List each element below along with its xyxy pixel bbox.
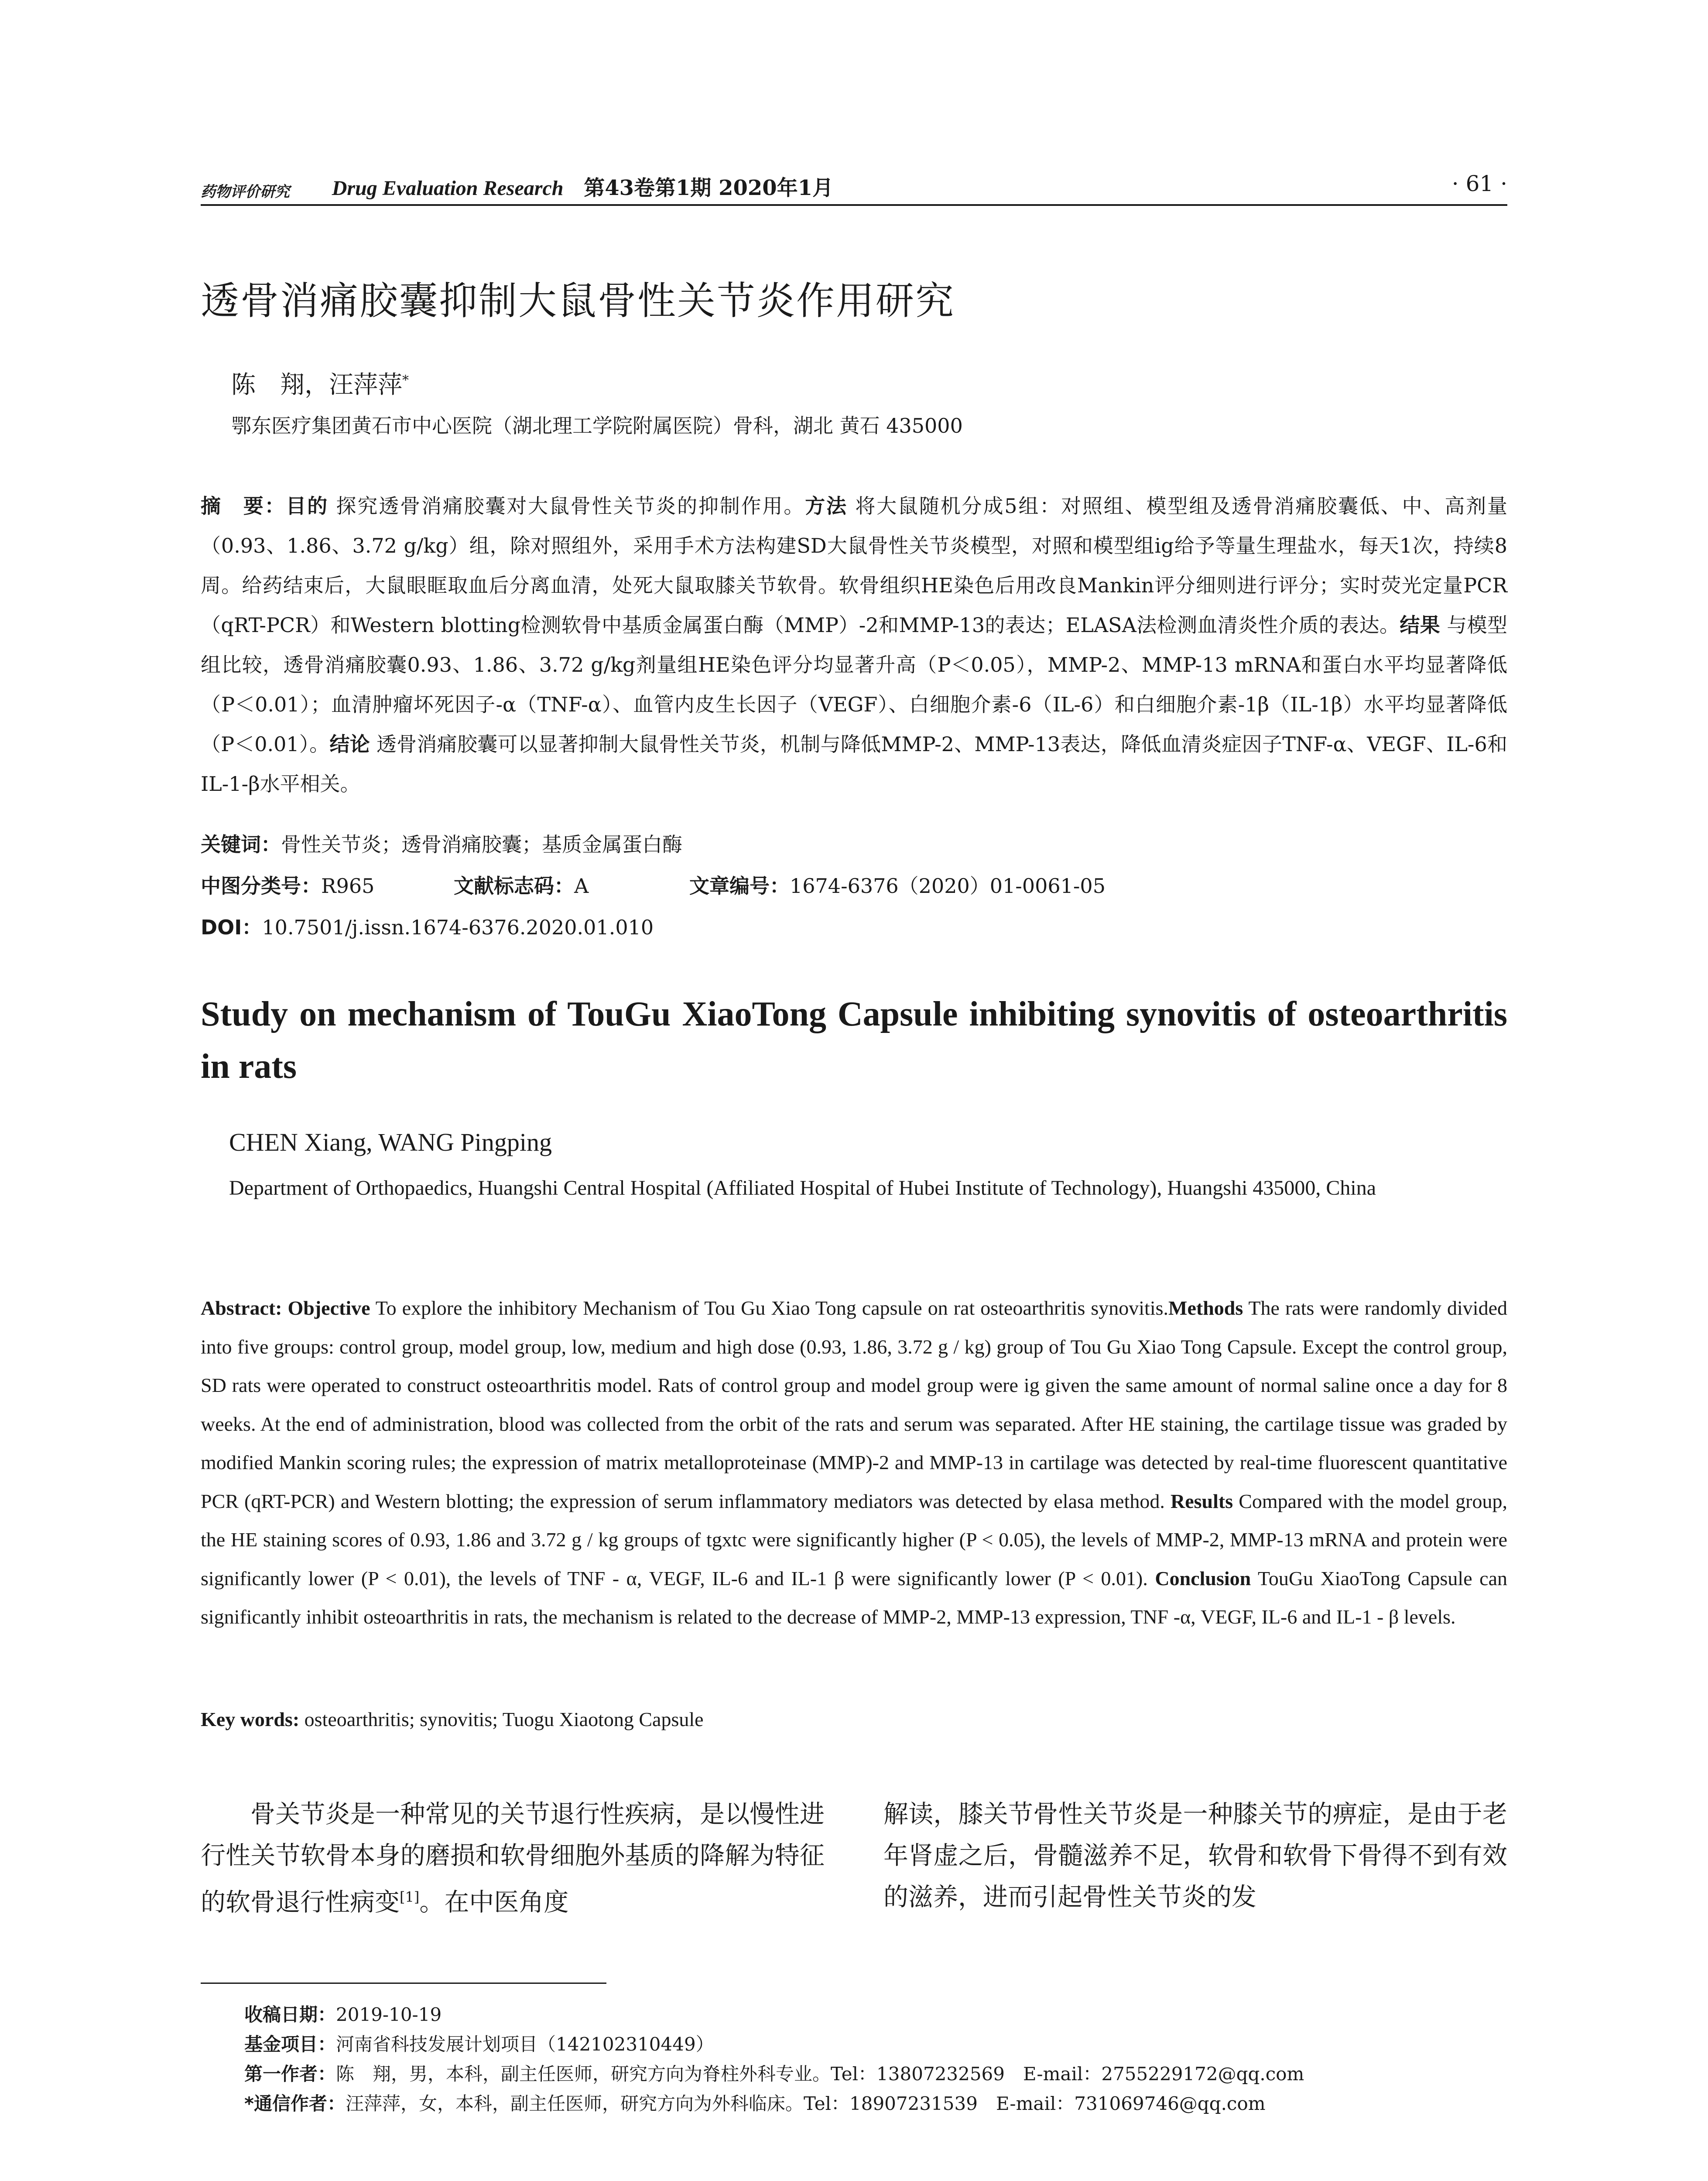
doi: DOI：10.7501/j.issn.1674-6376.2020.01.010 — [201, 916, 654, 939]
affiliation-cn: 鄂东医疗集团黄石市中心医院（湖北理工学院附属医院）骨科，湖北 黄石 435000 — [231, 414, 963, 438]
footnote-rule — [201, 1983, 606, 1984]
abstract-en: Abstract: Objective To explore the inhibitory Mechanism of Tou Gu Xiao Tong capsule on rat osteoarthritis synovitis.Methods The rats were randomly divided into five groups: control group, model group, low, medium and high dose (0.93, 1.86, 3.72 g / kg) group of Tou Gu Xiao Tong Capsule. Except the control group, SD rats were operated to construct osteoarthritis model. Rats of control group and model group were ig given the same amount of normal saline once a day for 8 weeks. At the end of administration, blood was collected from the orbit of the rats and serum was separated. After HE staining, the cartilage tissue was graded by modified Mankin scoring rules; the expression of matrix metalloproteinase (MMP)-2 and MMP-13 in cartilage was detected by real-time fluorescent quantitative PCR (qRT-PCR) and Western blotting; the expression of serum inflammatory mediators was detected by elasa method. Results Compared with the model group, the HE staining scores of 0.93, 1.86 and 3.72 g / kg groups of tgxtc were significantly higher (P < 0.05), the levels of MMP-2, MMP-13 mRNA and protein were significantly lower (P < 0.01), the levels of TNF - α, VEGF, IL-6 and IL-1 β were significantly lower (P < 0.01). Conclusion TouGu XiaoTong Capsule can significantly inhibit osteoarthritis in rats, the mechanism is related to the decrease of MMP-2, MMP-13 expression, TNF -α, VEGF, IL-6 and IL-1 - β levels. — [201, 1297, 1508, 1628]
keywords-en: Key words: osteoarthritis; synovitis; Tuogu Xiaotong Capsule — [201, 1708, 704, 1730]
authors-en: CHEN Xiang, WANG Pingping — [229, 1128, 552, 1156]
footnote-corresponding: *通信作者：汪萍萍，女，本科，副主任医师，研究方向为外科临床。Tel：18907231539 E-mail：731069746@qq.com — [244, 2093, 1266, 2114]
running-header — [201, 171, 1509, 201]
body-column-right: 解读，膝关节骨性关节炎是一种膝关节的痹症，是由于老年肾虚之后，骨髓滋养不足，软骨和软骨下骨得不到有效的滋养，进而引起骨性关节炎的发 — [883, 1800, 1507, 1911]
svg-text:药物评价研究: 药物评价研究 — [201, 183, 290, 200]
title-en: Study on mechanism of TouGu XiaoTong Capsule inhibiting synovitis of osteoarthritis in rats — [201, 995, 1507, 1086]
header-rule — [201, 204, 1507, 206]
authors-cn: 陈 翔，汪萍萍* — [231, 371, 409, 399]
footnotes — [244, 2000, 1509, 2119]
corresponding-mark: * — [402, 373, 409, 388]
footnote-received: 收稿日期：2019-10-19 — [244, 2004, 442, 2025]
journal-name: Drug Evaluation Research — [332, 177, 564, 200]
body-column-left: 骨关节炎是一种常见的关节退行性疾病，是以慢性进行性关节软骨本身的磨损和软骨细胞外基质的降解为特征的软骨退行性病变[1]。在中医角度 — [201, 1800, 825, 1917]
title-cn: 透骨消痛胶囊抑制大鼠骨性关节炎作用研究 — [201, 278, 955, 323]
page-number: · 61 · — [1451, 171, 1507, 196]
issue-info: 第43卷第1期 2020年1月 — [584, 176, 834, 200]
citation-ref[interactable]: [1] — [400, 1889, 420, 1905]
keywords-cn: 关键词：骨性关节炎；透骨消痛胶囊；基质金属蛋白酶 — [201, 833, 682, 856]
affiliation-en: Department of Orthopaedics, Huangshi Central Hospital (Affiliated Hospital of Hubei Institute of Technology), Huangshi 435000, China — [229, 1176, 1376, 1200]
abstract-cn: 摘 要：目的 探究透骨消痛胶囊对大鼠骨性关节炎的抑制作用。方法 将大鼠随机分成5组：对照组、模型组及透骨消痛胶囊低、中、高剂量（0.93、1.86、3.72 g/kg）组，除对照组外，采用手术方法构建SD大鼠骨性关节炎模型，对照和模型组ig给予等量生理盐水，每天1次，持续8周。给药结束后，大鼠眼眶取血后分离血清，处死大鼠取膝关节软骨。软骨组织HE染色后用改良Mankin评分细则进行评分；实时荧光定量PCR（qRT-PCR）和Western blotting检测软骨中基质金属蛋白酶（MMP）-2和MMP-13的表达；ELASA法检测血清炎性介质的表达。结果 与模型组比较，透骨消痛胶囊0.93、1.86、3.72 g/kg剂量组HE染色评分均显著升高（P＜0.05），MMP-2、MMP-13 mRNA和蛋白水平均显著降低（P＜0.01）；血清肿瘤坏死因子-α（TNF-α）、血管内皮生长因子（VEGF）、白细胞介素-6（IL-6）和白细胞介素-1β（IL-1β）水平均显著降低（P＜0.01）。结论 透骨消痛胶囊可以显著抑制大鼠骨性关节炎，机制与降低MMP-2、MMP-13表达，降低血清炎症因子TNF-α、VEGF、IL-6和IL-1-β水平相关。 — [201, 494, 1508, 796]
journal-logo — [201, 181, 314, 198]
classification-line: 中图分类号：R965 文献标志码：A 文章编号：1674-6376（2020）01-0061-05 — [201, 874, 1106, 898]
footnote-first-author: 第一作者：陈 翔，男，本科，副主任医师，研究方向为脊柱外科专业。Tel：13807232569 E-mail：2755229172@qq.com — [244, 2063, 1304, 2085]
footnote-fund: 基金项目：河南省科技发展计划项目（142102310449） — [244, 2034, 714, 2055]
